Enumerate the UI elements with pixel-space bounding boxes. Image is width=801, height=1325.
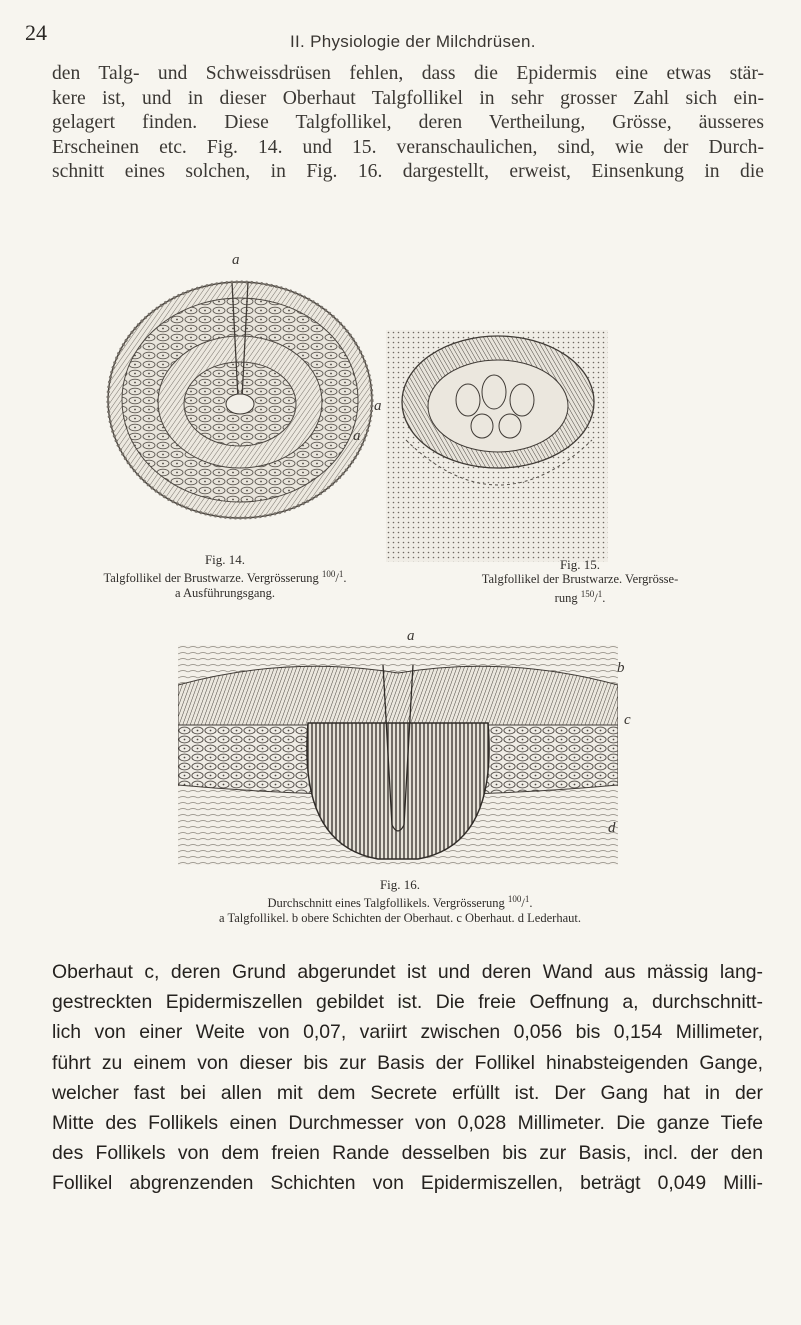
fig15-mag-den: 1 <box>597 589 603 599</box>
fig14-label-a-right: a <box>353 428 361 444</box>
figure-16-illustration <box>178 645 618 865</box>
fig16-label-b: b <box>617 660 625 676</box>
figure-14-illustration <box>100 270 380 532</box>
fig16-caption-text: Durchschnitt eines Talgfollikels. Vergrösserung <box>267 896 508 911</box>
text-line: Oberhaut c, deren Grund abgerundet ist und deren Wand aus mässig lang- <box>52 961 763 983</box>
text-line: kere ist, und in dieser Oberhaut Talgfollikel in sehr grosser Zahl sich ein- <box>52 87 764 109</box>
fig14-caption: Fig. 14. Talgfollikel der Brustwarze. Vergrösserung $^{100}$/$^1$. a Ausführungsgang. <box>80 552 370 601</box>
fig16-label-a: a <box>407 628 415 644</box>
text-line: Erscheinen etc. Fig. 14. und 15. veranschaulichen, sind, wie der Durch- <box>52 136 764 158</box>
fig16-caption: Fig. 16. Durchschnitt eines Talgfollikels. Vergrösserung $^{100}$/$^1$. a Talgfollikel. b obere Schichten der Oberhaut. c Oberhaut. d Lederhaut. <box>60 877 740 926</box>
fig15-mag: 150 <box>580 589 595 599</box>
text-line: des Follikels von dem freien Rande desselben bis zur Basis, incl. der den <box>52 1142 763 1165</box>
top-paragraph <box>52 62 764 185</box>
fig16-mag-den: 1 <box>524 894 530 904</box>
fig16-label-c: c <box>624 712 631 728</box>
text-line: den Talg- und Schweissdrüsen fehlen, dass die Epidermis eine etwas stär- <box>52 63 764 84</box>
text-line: gestreckten Epidermiszellen gebildet ist. Die freie Oeffnung a, durchschnitt- <box>52 991 763 1014</box>
text-line: Follikel abgrenzenden Schichten von Epidermiszellen, beträgt 0,049 Milli- <box>52 1172 763 1195</box>
fig15-caption: Fig. 15. Talgfollikel der Brustwarze. Vergrösse- rung $^{150}$/$^1$. <box>420 557 740 606</box>
text-line: schnitt eines solchen, in Fig. 16. dargestellt, erweist, Einsenkung in die <box>52 161 764 182</box>
fig15-number: Fig. 15. <box>559 557 601 572</box>
fig16-mag: 100 <box>507 894 522 904</box>
fig14-caption-text: Talgfollikel der Brustwarze. Vergrösserung <box>103 571 322 586</box>
fig15-caption-line2: rung <box>554 591 581 606</box>
fig15-label-a: a <box>374 398 382 414</box>
fig14-label-a-top: a <box>232 252 240 268</box>
page-number: 24 <box>25 20 47 45</box>
text-line: führt zu einem von dieser bis zur Basis der Follikel hinabsteigenden Gange, <box>52 1051 763 1074</box>
text-line: welcher fast bei allen mit dem Secrete erfüllt ist. Der Gang hat in der <box>52 1081 763 1104</box>
text-line: gelagert finden. Diese Talgfollikel, deren Vertheilung, Grösse, äusseres <box>52 112 764 133</box>
figure-15-illustration <box>386 330 608 562</box>
body-paragraph <box>52 957 763 1199</box>
fig16-label-d: d <box>608 820 616 836</box>
text-line: lich von einer Weite von 0,07, variirt zwischen 0,056 bis 0,154 Millimeter, <box>52 1021 763 1044</box>
fig14-mag: 100 <box>321 569 336 579</box>
fig14-caption-line2: a Ausführungsgang. <box>175 586 275 601</box>
running-head: II. Physiologie der Milchdrüsen. <box>290 32 536 51</box>
fig14-number: Fig. 14. <box>204 552 246 567</box>
fig16-number: Fig. 16. <box>379 877 421 892</box>
fig16-caption-line2: a Talgfollikel. b obere Schichten der Oberhaut. c Oberhaut. d Lederhaut. <box>219 911 581 926</box>
fig14-mag-den: 1 <box>338 569 344 579</box>
text-line: Mitte des Follikels einen Durchmesser von 0,028 Millimeter. Die ganze Tiefe <box>52 1112 763 1135</box>
fig15-caption-text: Talgfollikel der Brustwarze. Vergrösse- <box>481 572 679 586</box>
